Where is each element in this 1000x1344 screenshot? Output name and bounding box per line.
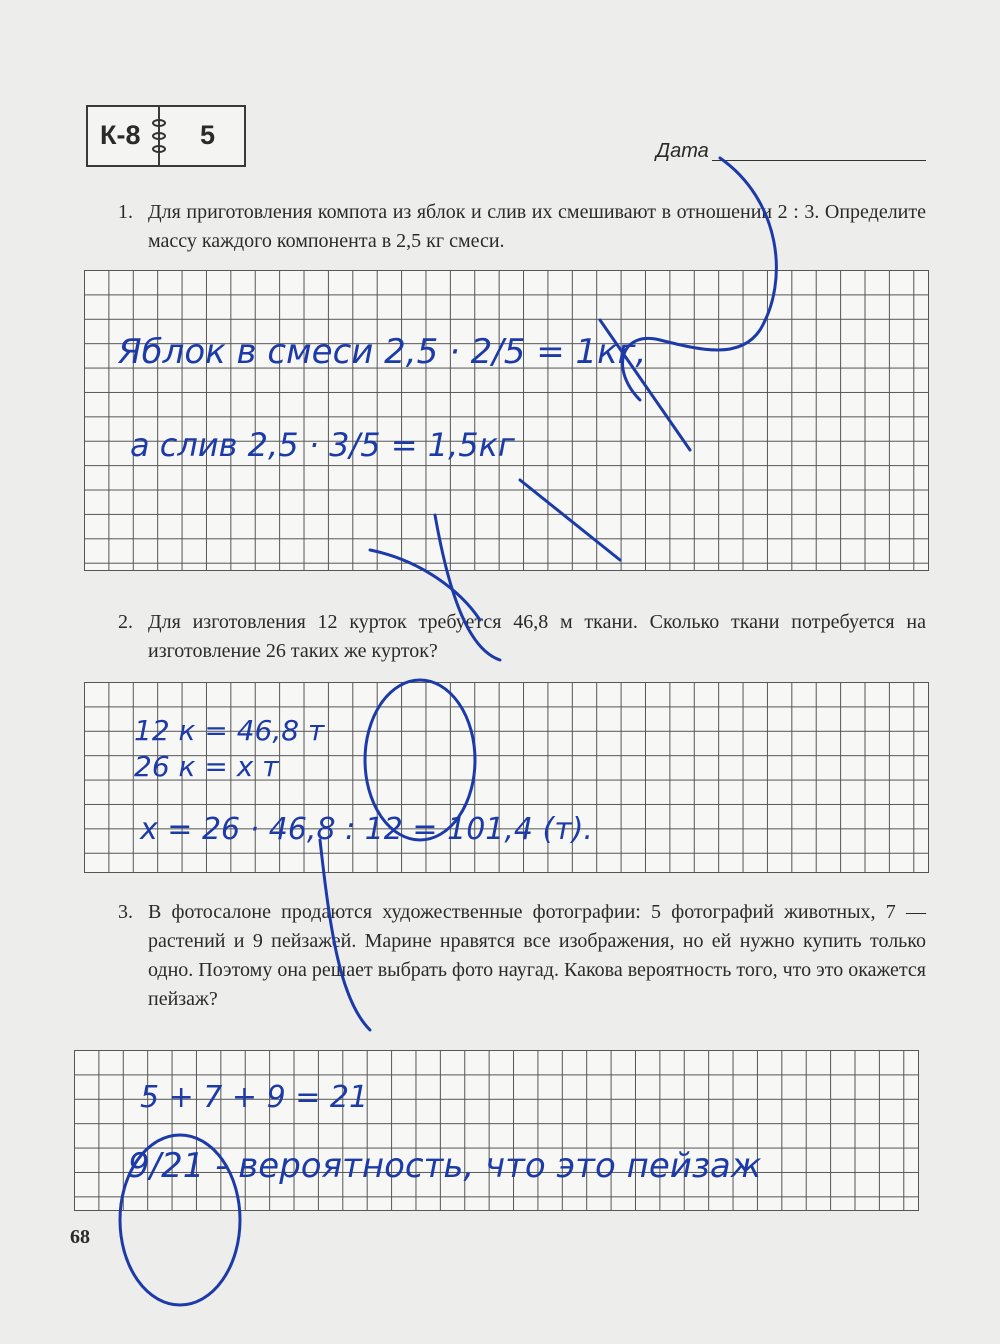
task-number: 2. [118,611,133,633]
handwritten-answer: а слив 2,5 · 3/5 = 1,5кг [130,426,515,464]
task-text: Для изготовления 12 курток требуется 46,8 м ткани. Сколько ткани потребуется на изготовление 26 таких же курток? [148,611,926,662]
date-label: Дата [656,140,709,162]
handwritten-answer: 5 + 7 + 9 = 21 [140,1080,369,1115]
check-mark-5 [435,515,500,660]
test-code: К-8 [100,120,141,150]
task-number: 3. [118,901,133,923]
handwritten-answer: х = 26 · 46,8 : 12 = 101,4 (т). [140,812,593,847]
task-number: 1. [118,201,133,223]
variant-number: 5 [200,120,216,150]
handwritten-answer: Яблок в смеси 2,5 · 2/5 = 1кг, [118,332,647,372]
handwritten-answer: 26 к = х т [134,750,279,783]
task-text: В фотосалоне продаются художественные фотографии: 5 фотографий животных, 7 — растений и 9 пейзажей. Марине нравятся все изображения, но ей нужно купить только одно. Поэтому она решает выбрать фото наугад. Какова вероятность того, что это окажется пейзаж? [148,901,926,1010]
task-text: Для приготовления компота из яблок и слив их смешивают в отношении 2 : 3. Определите массу каждого компонента в 2,5 кг смеси. [148,201,926,252]
circle-mark-1 [365,680,475,840]
handwritten-answer: 12 к = 46,8 т [134,714,325,747]
check-mark-3 [520,480,620,560]
page-number: 68 [70,1226,90,1248]
check-mark-4 [370,550,480,620]
handwritten-answer: 9/21 - вероятность, что это пейзаж [128,1146,762,1186]
check-mark-6 [320,840,370,1030]
circle-mark-2 [120,1135,240,1305]
check-mark-1 [623,158,777,400]
